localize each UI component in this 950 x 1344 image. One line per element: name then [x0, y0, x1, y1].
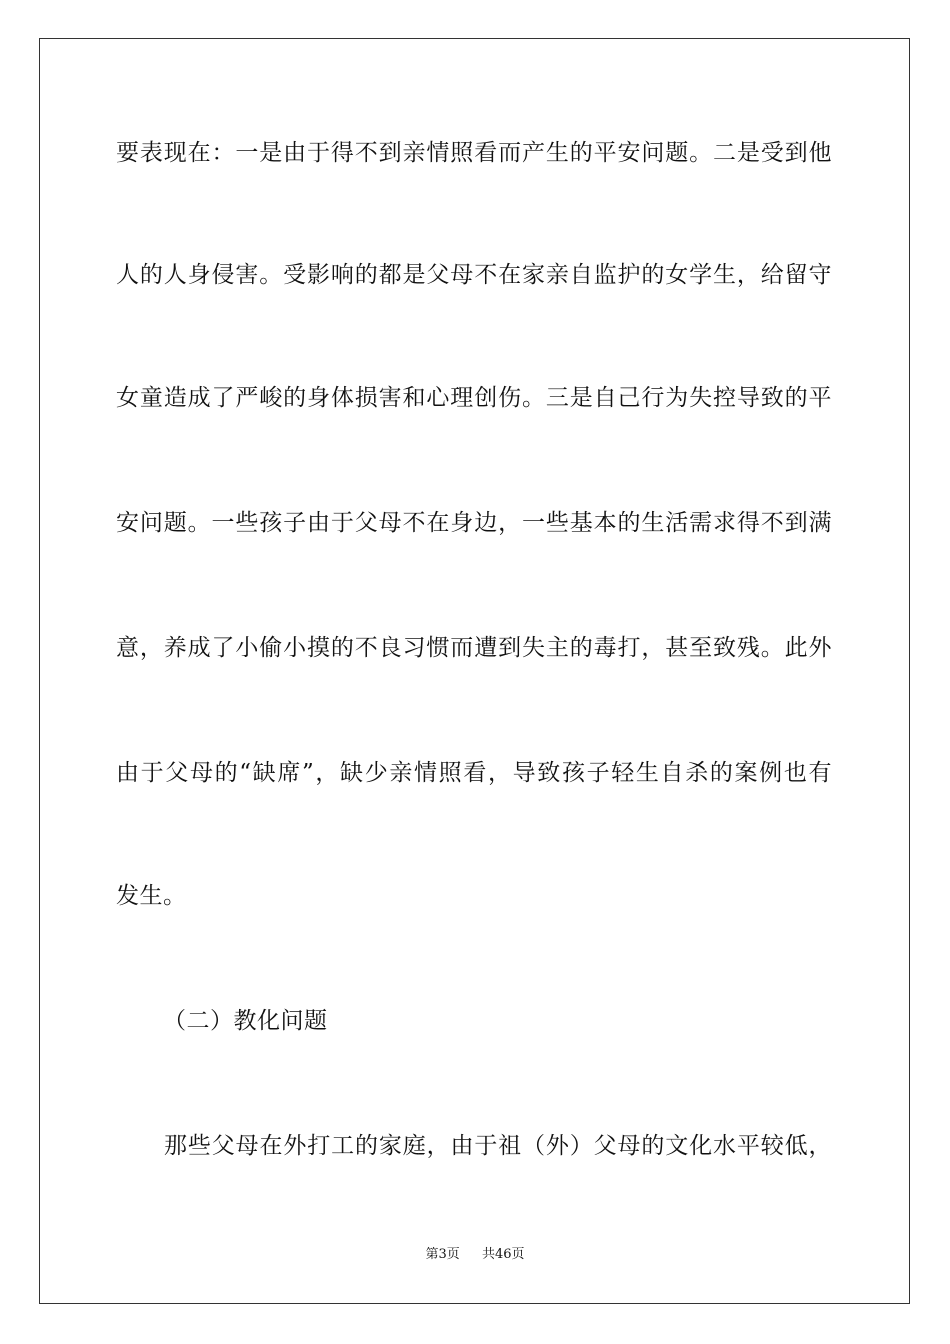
body-text-line: 人的人身侵害。受影响的都是父母不在家亲自监护的女学生，给留守 — [116, 262, 832, 288]
page-footer — [0, 1246, 950, 1264]
page-number: 第3页 — [425, 1247, 460, 1262]
section-heading: （二）教化问题 — [163, 1008, 328, 1034]
page-total: 共46页 — [482, 1247, 525, 1262]
body-text-line: 女童造成了严峻的身体损害和心理创伤。三是自己行为失控导致的平 — [116, 385, 832, 411]
paragraph-start-line: 那些父母在外打工的家庭，由于祖（外）父母的文化水平较低， — [164, 1133, 832, 1159]
page-border — [39, 38, 910, 1304]
body-text-line: 要表现在：一是由于得不到亲情照看而产生的平安问题。二是受到他 — [116, 140, 832, 166]
body-text-line: 发生。 — [116, 883, 187, 909]
body-text-line: 由于父母的“缺席”，缺少亲情照看，导致孩子轻生自杀的案例也有 — [116, 760, 832, 786]
body-text-line: 意，养成了小偷小摸的不良习惯而遭到失主的毒打，甚至致残。此外 — [116, 635, 832, 661]
body-text-line: 安问题。一些孩子由于父母不在身边，一些基本的生活需求得不到满 — [116, 510, 832, 536]
